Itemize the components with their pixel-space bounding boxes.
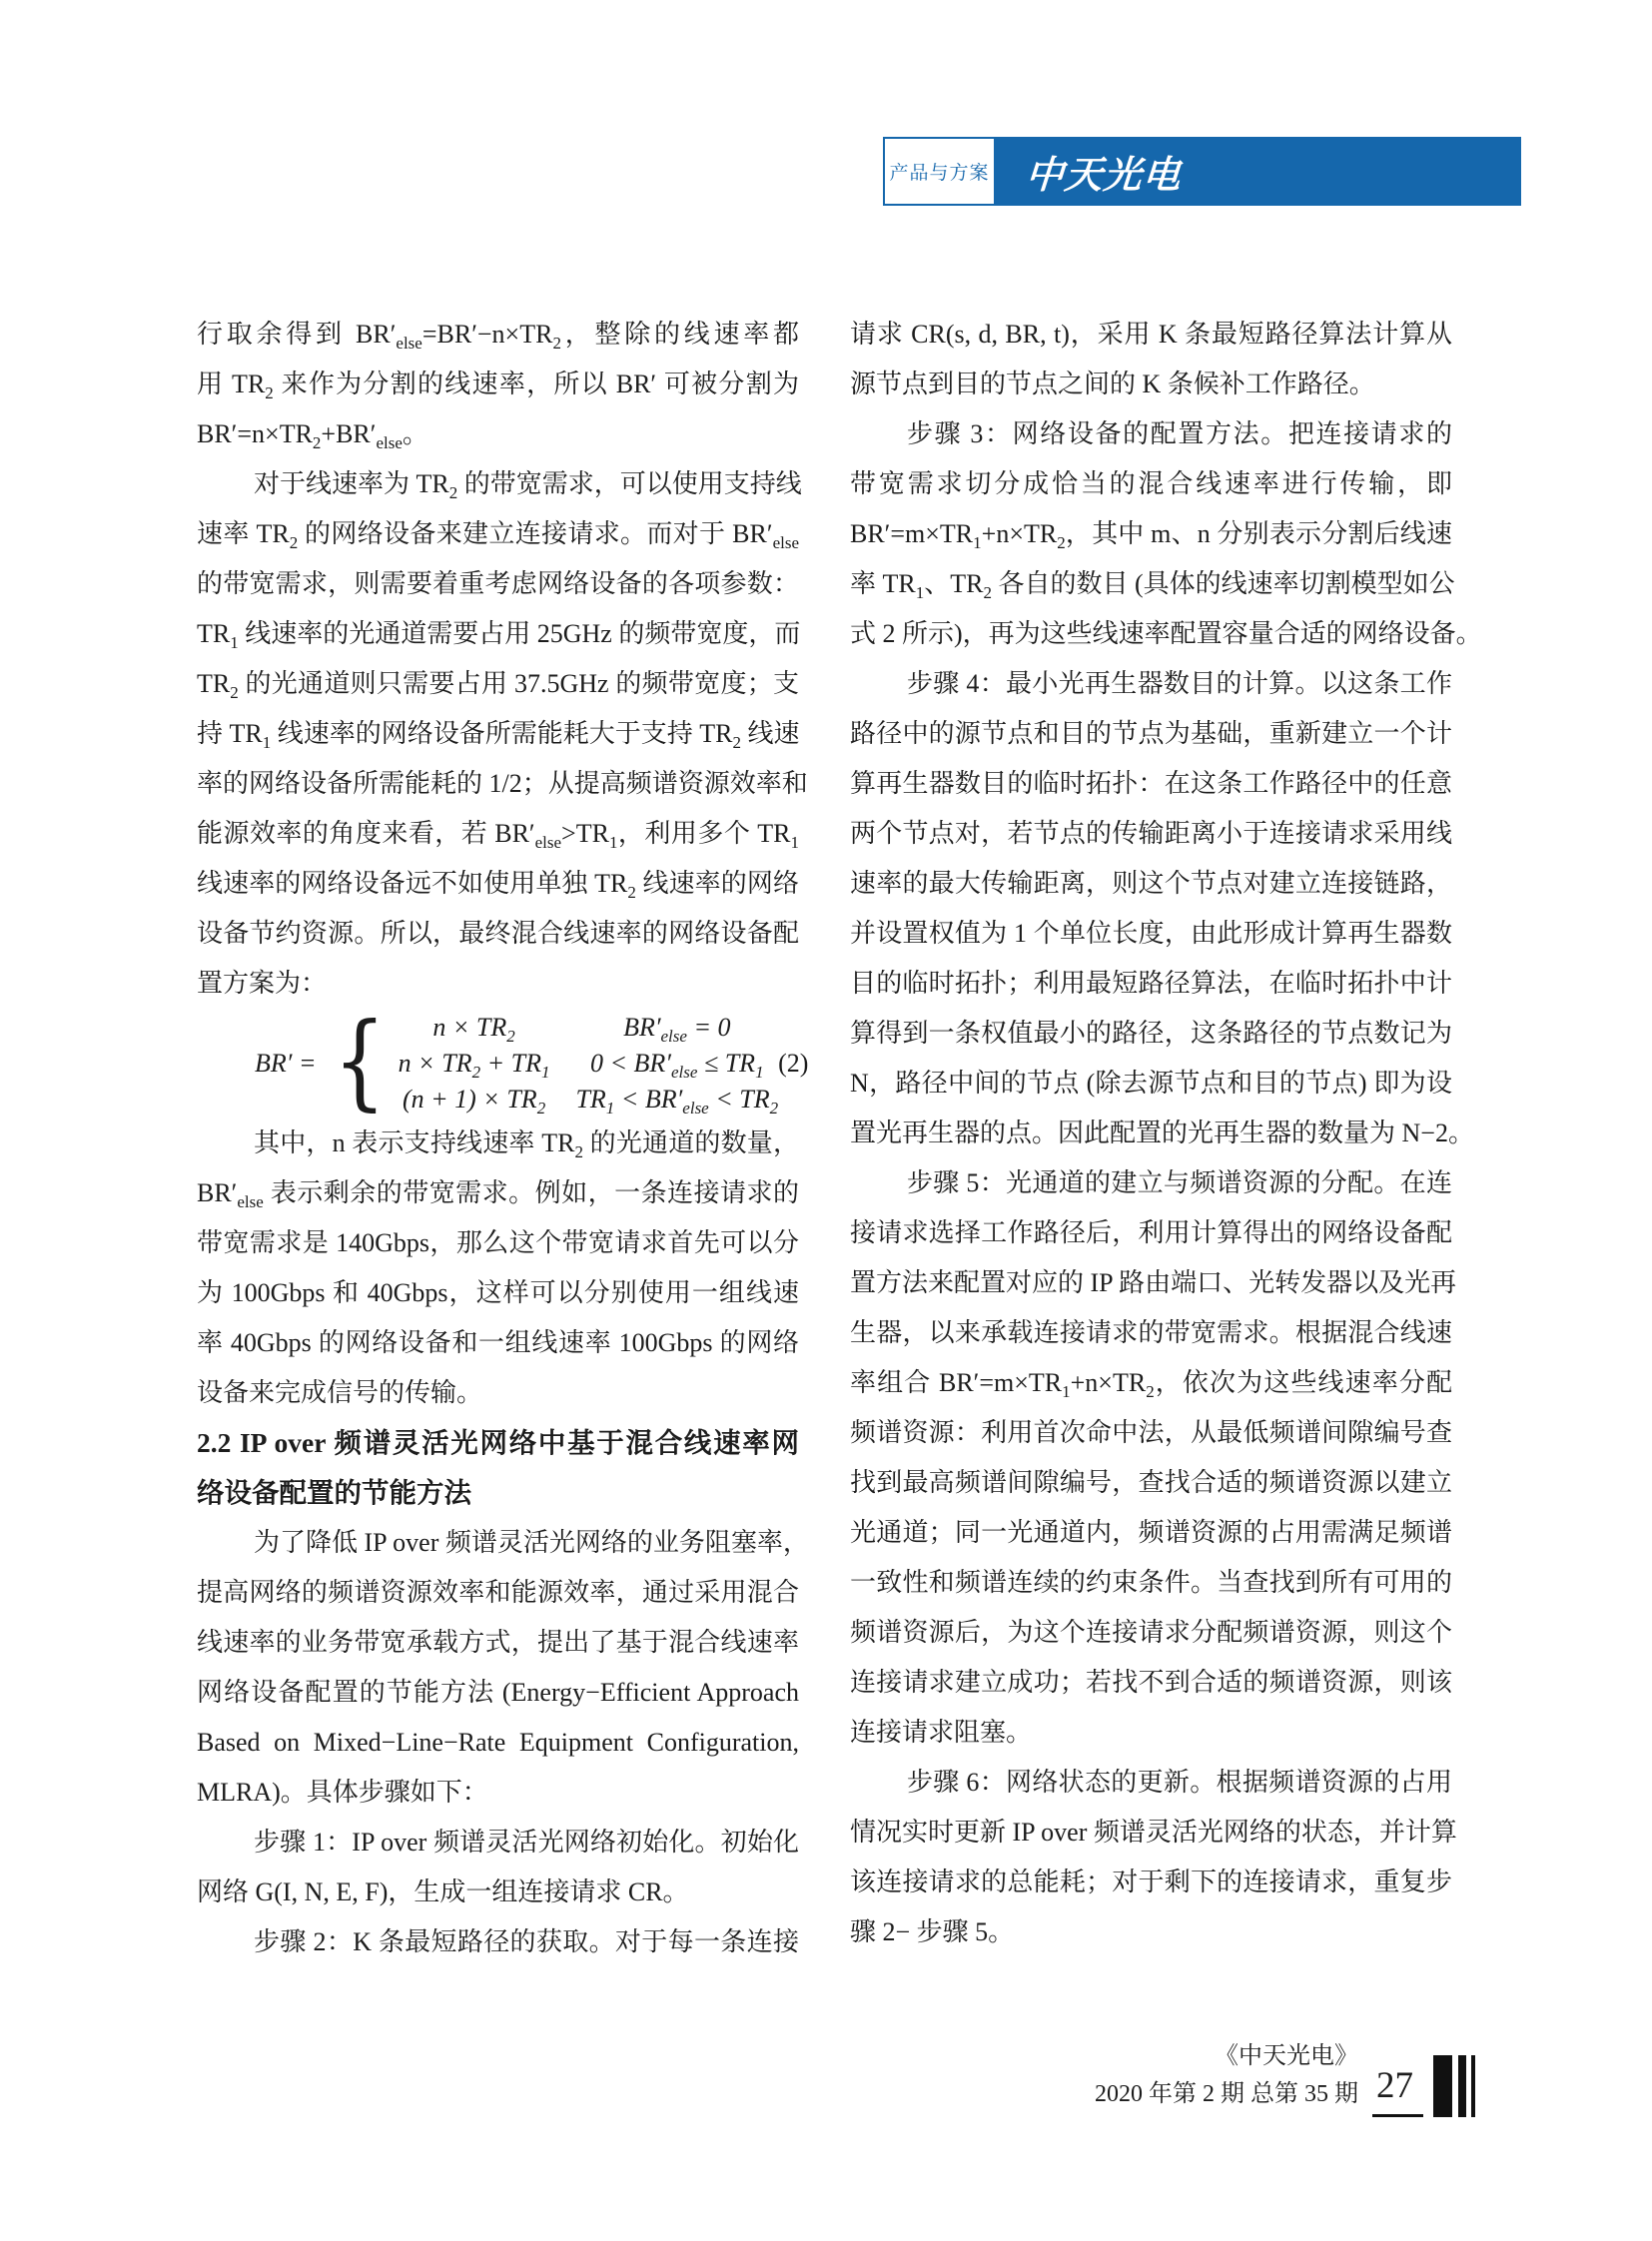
equation-expr: $n \times TR_2$ (432, 1013, 515, 1047)
equation-rows (399, 1010, 778, 1118)
paragraph (197, 1518, 809, 1967)
text-line: 率的网络设备所需能耗的 1/2；从提高频谱资源效率和 (197, 769, 808, 798)
text-line: 置方案为： (197, 969, 328, 998)
text-line: 2.2 IP over 频谱灵活光网络中基于混合线速率网 (197, 1427, 799, 1458)
text-line: $BR'_{else}$ 表示剩余的带宽需求。例如，一条连接请求的 (197, 1178, 799, 1212)
paragraph (850, 310, 1482, 1957)
text-line: 行取余得到 $BR'_{else}=BR'-n\times TR_2$，整除的线速率都 (197, 320, 799, 354)
equation-cond: $BR'_{else} = 0$ (623, 1013, 731, 1047)
text-line: 线速率的业务带宽承载方式，提出了基于混合线速率 (197, 1628, 799, 1657)
text-line: 光通道；同一光通道内，频谱资源的占用需满足频谱 (850, 1518, 1452, 1547)
text-line: 请求 CR(s, d, BR, t)，采用 K 条最短路径算法计算从 (850, 320, 1452, 349)
text-line: 生器，以来承载连接请求的带宽需求。根据混合线速 (850, 1318, 1452, 1347)
text-line: 带宽需求是 140Gbps，那么这个带宽请求首先可以分 (197, 1228, 799, 1257)
page-number-block (1372, 2055, 1475, 2117)
paragraph (197, 1119, 799, 1418)
text-line: 该连接请求的总能耗；对于剩下的连接请求，重复步 (850, 1868, 1452, 1896)
text-line: 频谱资源：利用首次命中法，从最低频谱间隙编号查 (850, 1418, 1452, 1447)
equation-2 (197, 1000, 809, 1121)
text-line: $TR_2$ 的光通道则只需要占用 37.5GHz 的频带宽度；支 (197, 669, 799, 703)
text-line: 置方法来配置对应的 IP 路由端口、光转发器以及光再 (850, 1268, 1457, 1297)
text-line: 连接请求阻塞。 (850, 1718, 1033, 1747)
text-line: 带宽需求切分成恰当的混合线速率进行传输，即 (850, 469, 1452, 498)
brand-band (996, 137, 1521, 206)
text-line: 找到最高频谱间隙编号，查找合适的频谱资源以建立 (850, 1468, 1452, 1497)
text-line: 步骤 1：IP over 频谱灵活光网络初始化。初始化 (254, 1828, 799, 1857)
text-line: 步骤 4：最小光再生器数目的计算。以这条工作 (907, 669, 1452, 698)
text-line: 骤 2− 步骤 5。 (850, 1917, 1015, 1946)
text-line: $BR'=n\times TR_2+BR'_{else}$。 (197, 419, 428, 453)
category-label: 产品与方案 (889, 163, 990, 184)
text-line: 步骤 5：光通道的建立与频谱资源的分配。在连 (907, 1168, 1452, 1197)
equation-cond: $TR_1 < BR'_{else} < TR_2$ (575, 1085, 779, 1119)
text-line: 持 $TR_1$ 线速率的网络设备所需能耗大于支持 $TR_2$ 线速 (197, 719, 800, 753)
text-line: 频谱资源后，为这个连接请求分配频谱资源，则这个 (850, 1618, 1452, 1647)
text-line: 率 $TR_1$、$TR_2$ 各自的数目 (具体的线速率切割模型如公 (850, 569, 1455, 603)
text-line: 络设备配置的节能方法 (197, 1477, 471, 1508)
text-line: $TR_1$ 线速率的光通道需要占用 25GHz 的频带宽度，而 (197, 619, 801, 653)
text-line: 网络 G(I, N, E, F)，生成一组连接请求 CR。 (197, 1877, 689, 1906)
bar (1471, 2055, 1475, 2117)
text-line: 一致性和频谱连续的约束条件。当查找到所有可用的 (850, 1568, 1452, 1597)
text-line: 路径中的源节点和目的节点为基础，重新建立一个计 (850, 719, 1452, 748)
text-line: 速率 $TR_2$ 的网络设备来建立连接请求。而对于 $BR'_{else}$ (197, 519, 799, 553)
text-line: 步骤 3：网络设备的配置方法。把连接请求的 (907, 419, 1452, 448)
text-line: 网络设备配置的节能方法 (Energy−Efficient Approach (197, 1678, 799, 1707)
equation-number: (2) (778, 1049, 809, 1078)
text-line: 速率的最大传输距离，则这个节点对建立连接链路， (850, 869, 1452, 898)
equation-expr: $n \times TR_2 + TR_1$ (398, 1049, 550, 1083)
text-line: 步骤 6：网络状态的更新。根据频谱资源的占用 (907, 1768, 1452, 1797)
text-line: 用 $TR_2$ 来作为分割的线速率，所以 BR′ 可被分割为 (197, 370, 799, 403)
text-line: MLRA)。具体步骤如下： (197, 1778, 488, 1807)
text-line: 提高网络的频谱资源效率和能源效率，通过采用混合 (197, 1578, 799, 1607)
text-line: 式 2 所示)，再为这些线速率配置容量合适的网络设备。 (850, 619, 1482, 648)
page-number-bars (1433, 2055, 1475, 2117)
text-line: 目的临时拓扑；利用最短路径算法，在临时拓扑中计 (850, 969, 1452, 998)
text-line: 率组合 $BR'=m\times TR_1+n\times TR_2$，依次为这些线速率分配 (850, 1368, 1452, 1402)
paragraph (197, 310, 799, 459)
equation-expr: $(n + 1) \times TR_2$ (402, 1085, 546, 1119)
text-line: 的带宽需求，则需要着重考虑网络设备的各项参数： (197, 569, 799, 598)
equation-cond: $0 < BR'_{else} \le TR_1$ (590, 1049, 764, 1083)
text-line: 对于线速率为 $TR_2$ 的带宽需求，可以使用支持线 (254, 469, 802, 503)
footer (899, 2037, 1358, 2113)
text-line: 源节点到目的节点之间的 K 条候补工作路径。 (850, 370, 1375, 398)
text-line: 能源效率的角度来看，若 $BR'_{else}>TR_1$，利用多个 $TR_1$ (197, 819, 800, 853)
text-line: 步骤 2：K 条最短路径的获取。对于每一条连接 (254, 1927, 799, 1956)
text-line: 为了降低 IP over 频谱灵活光网络的业务阻塞率， (254, 1528, 809, 1557)
text-line: Based on Mixed−Line−Rate Equipment Configuration, (197, 1728, 799, 1757)
text-line: 情况实时更新 IP over 频谱灵活光网络的状态，并计算 (850, 1818, 1457, 1847)
journal-name: 《中天光电》 (1215, 2043, 1358, 2069)
bar (1433, 2055, 1452, 2117)
text-line: 线速率的网络设备远不如使用单独 $TR_2$ 线速率的网络 (197, 869, 799, 903)
text-line: 并设置权值为 1 个单位长度，由此形成计算再生器数 (850, 919, 1452, 948)
text-line: 两个节点对，若节点的传输距离小于连接请求采用线 (850, 819, 1452, 848)
bar (1458, 2055, 1466, 2117)
text-line: $BR'=m\times TR_1+n\times TR_2$，其中 m、n 分别表示分割后线速 (850, 519, 1452, 553)
issue-info: 2020 年第 2 期 总第 35 期 (1095, 2081, 1358, 2107)
equation-lhs: BR′ = (255, 1049, 317, 1078)
section-heading (197, 1418, 799, 1518)
text-line: 其中，n 表示支持线速率 $TR_2$ 的光通道的数量， (254, 1128, 799, 1162)
brand-logo: 中天光电 (1024, 152, 1184, 197)
text-line: 设备来完成信号的传输。 (197, 1378, 483, 1407)
page-number: 27 (1372, 2060, 1423, 2117)
text-line: 算再生器数目的临时拓扑：在这条工作路径中的任意 (850, 769, 1452, 798)
category-box (883, 137, 996, 206)
right-column (850, 310, 1482, 1957)
equation-brace: { (333, 1000, 387, 1121)
text-line: 为 100Gbps 和 40Gbps，这样可以分别使用一组线速 (197, 1278, 799, 1307)
paragraph (197, 459, 808, 1009)
text-line: 设备节约资源。所以，最终混合线速率的网络设备配 (197, 919, 799, 948)
text-line: 接请求选择工作路径后，利用计算得出的网络设备配 (850, 1218, 1452, 1247)
text-line: 置光再生器的点。因此配置的光再生器的数量为 N−2。 (850, 1119, 1474, 1147)
text-line: 率 40Gbps 的网络设备和一组线速率 100Gbps 的网络 (197, 1328, 799, 1357)
text-line: 连接请求建立成功；若找不到合适的频谱资源，则该 (850, 1668, 1452, 1697)
left-column (197, 310, 809, 1967)
text-line: N，路径中间的节点 (除去源节点和目的节点) 即为设 (850, 1069, 1452, 1098)
text-line: 算得到一条权值最小的路径，这条路径的节点数记为 (850, 1019, 1452, 1048)
